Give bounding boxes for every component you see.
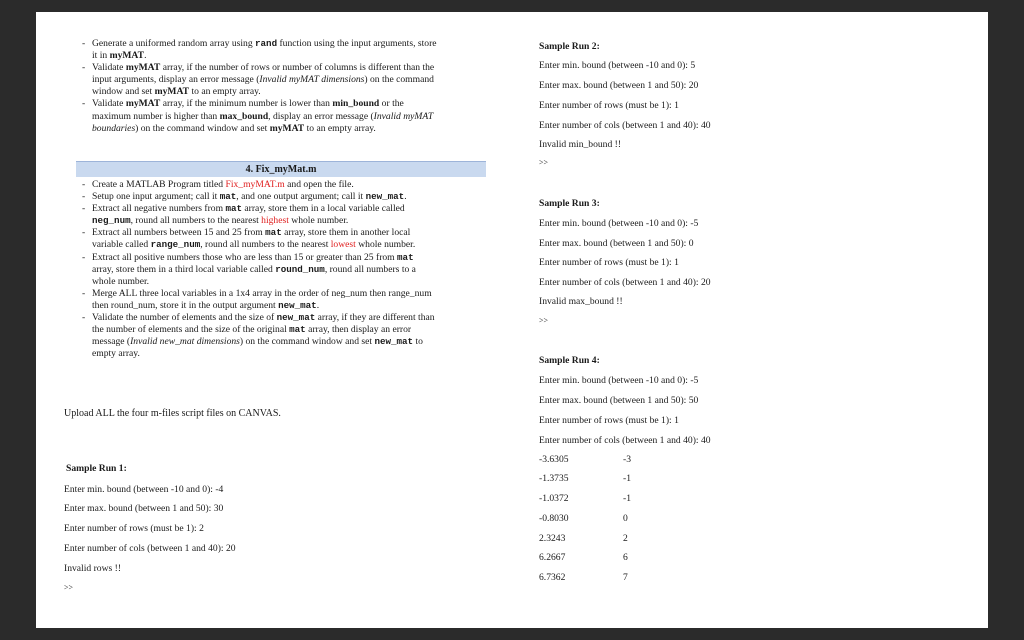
run2-line: Enter number of cols (between 1 and 40): 40 — [539, 120, 711, 131]
sample-run-3 — [539, 198, 799, 338]
run1-line: Enter number of rows (must be 1): 2 — [64, 523, 204, 534]
bullet-validate-dims: - Validate myMAT array, if the number of rows or number of columns is different than the input arguments, display an error message (Invalid myMAT dimensions) on the command window and set myMAT to an empty array. — [82, 62, 435, 98]
matrix-rounded: -1 — [623, 473, 631, 484]
matrix-rounded: 0 — [623, 513, 628, 524]
s4-bullet-merge: - Merge ALL three local variables in a 1x4 array in the order of neg_num then range_num then round_num, store it in the output argument new_mat. — [82, 287, 432, 311]
matrix-value: -1.0372 — [539, 493, 569, 504]
run2-line: Enter min. bound (between -10 and 0): 5 — [539, 60, 696, 71]
run2-title: Sample Run 2: — [539, 41, 600, 52]
matrix-value: -0.8030 — [539, 513, 569, 524]
s4-bullet-create: - Create a MATLAB Program titled Fix_myMAT.m and open the file. — [82, 179, 354, 190]
bullet-generate: - Generate a uniformed random array using rand function using the input arguments, store it in myMAT. — [82, 38, 437, 62]
run2-line: Enter max. bound (between 1 and 50): 20 — [539, 80, 699, 91]
matrix-value: -1.3735 — [539, 473, 569, 484]
s4-bullet-positive: - Extract all positive numbers those who are less than 15 or greater than 25 from mat array, store them in a third local variable called round_num, round all numbers to a whole number. — [82, 251, 416, 287]
run4-line: Enter number of rows (must be 1): 1 — [539, 415, 679, 426]
run1-line: Enter max. bound (between 1 and 50): 30 — [64, 503, 224, 514]
run3-title: Sample Run 3: — [539, 198, 600, 209]
run1-line: Enter min. bound (between -10 and 0): -4 — [64, 484, 224, 495]
run3-line: Invalid max_bound !! — [539, 296, 623, 307]
intro-bullets — [82, 38, 522, 135]
matrix-rounded: 7 — [623, 572, 628, 583]
bullet-validate-bounds: - Validate myMAT array, if the minimum number is lower than min_bound or the maximum number is higher than max_bound, display an error message (Invalid myMAT boundaries) on the command window and set myMAT to an empty array. — [82, 98, 434, 134]
s4-bullet-negative: - Extract all negative numbers from mat array, store them in a local variable called neg_num, round all numbers to the nearest highest whole number. — [82, 203, 405, 227]
matrix-rounded: -1 — [623, 493, 631, 504]
matrix-value: -3.6305 — [539, 454, 569, 465]
run4-title: Sample Run 4: — [539, 355, 600, 366]
document-page — [36, 12, 988, 628]
run3-line: Enter number of cols (between 1 and 40): 20 — [539, 277, 711, 288]
run4-line: Enter max. bound (between 1 and 50): 50 — [539, 395, 699, 406]
upload-instruction: Upload ALL the four m-files script files on CANVAS. — [64, 408, 281, 419]
matrix-value: 6.7362 — [539, 572, 566, 583]
run1-title: Sample Run 1: — [66, 463, 127, 474]
section-4-bullets — [82, 179, 522, 360]
run4-line: Enter number of cols (between 1 and 40): 40 — [539, 435, 711, 446]
matrix-value: 2.3243 — [539, 533, 566, 544]
run4-output-matrix — [539, 454, 659, 584]
matrix-value: 6.2667 — [539, 552, 566, 563]
run1-prompt: >> — [64, 583, 74, 592]
run3-line: Enter max. bound (between 1 and 50): 0 — [539, 238, 694, 249]
run3-line: Enter min. bound (between -10 and 0): -5 — [539, 218, 699, 229]
s4-bullet-validate: - Validate the number of elements and the size of new_mat array, if they are different than the number of elements and the size of the original mat array, then display an error message (Invalid new_mat dimensions) on the command window and set new_mat to empty array. — [82, 312, 435, 360]
matrix-rounded: 2 — [623, 533, 628, 544]
run1-line: Enter number of cols (between 1 and 40): 20 — [64, 543, 236, 554]
s4-bullet-setup: - Setup one input argument; call it mat, and one output argument; call it new_mat. — [82, 191, 407, 203]
run4-line: Enter min. bound (between -10 and 0): -5 — [539, 375, 699, 386]
s4-bullet-range: - Extract all numbers between 15 and 25 from mat array, store them in another local variable called range_num, round all numbers to the nearest lowest whole number. — [82, 227, 416, 251]
run2-prompt: >> — [539, 158, 549, 167]
run3-prompt: >> — [539, 316, 549, 325]
sample-run-1 — [66, 463, 366, 613]
matrix-rounded: -3 — [623, 454, 631, 465]
run2-line: Enter number of rows (must be 1): 1 — [539, 100, 679, 111]
run2-line: Invalid min_bound !! — [539, 139, 622, 150]
run1-line: Invalid rows !! — [64, 563, 122, 574]
section-4-header: 4. Fix_myMat.m — [76, 161, 486, 177]
run3-line: Enter number of rows (must be 1): 1 — [539, 257, 679, 268]
matrix-rounded: 6 — [623, 552, 628, 563]
sample-run-2 — [539, 41, 799, 181]
sample-run-4 — [539, 355, 799, 595]
